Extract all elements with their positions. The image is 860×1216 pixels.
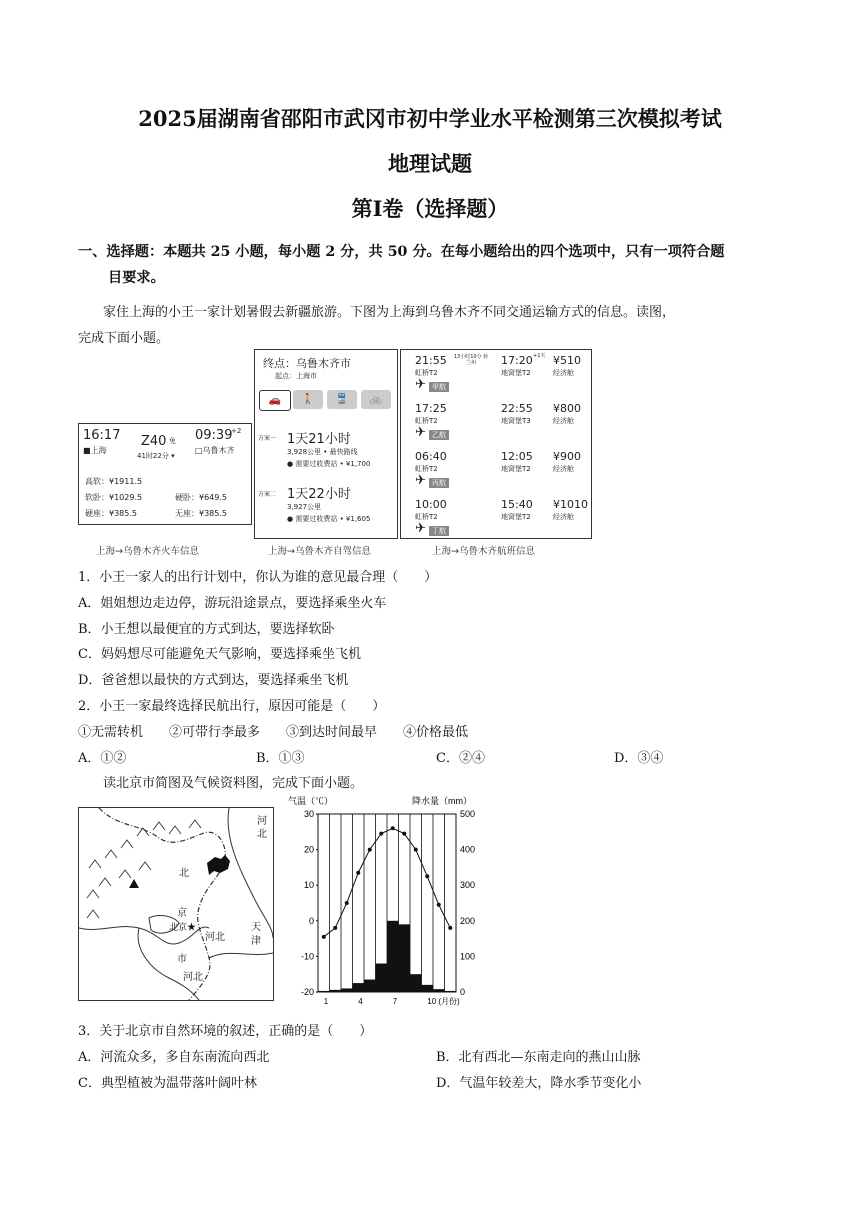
q3-option-b[interactable]: B．北有西北—东南走向的燕山山脉 — [436, 1050, 641, 1065]
flight-arr-airport: 地窝堡T3 — [501, 417, 531, 425]
walk-mode-tab[interactable] — [293, 390, 323, 409]
precip-bar — [330, 990, 342, 992]
flight-arr-time: 22:55 — [501, 402, 533, 415]
airplane-icon: ✈ — [415, 425, 426, 440]
precip-tick-label: 0 — [460, 987, 466, 997]
precip-bar — [422, 985, 434, 992]
precip-bar — [376, 964, 388, 992]
precip-tick-label: 500 — [460, 809, 476, 819]
train-arr-sup: +2 — [231, 427, 242, 435]
flight-price: ¥800 — [553, 402, 581, 415]
fare-wuzuo: 无座：¥385.5 — [175, 509, 227, 518]
intro-2: 读北京市简图及气候资料图，完成下面小题。 — [103, 776, 364, 791]
chevron-down-icon: ▾ — [171, 452, 175, 460]
flight-arr-time: 12:05 — [501, 450, 533, 463]
precip-axis-label: 降水量（mm） — [412, 796, 472, 806]
temp-axis-label: 气温（℃） — [288, 796, 334, 806]
temp-tick-label: -10 — [300, 951, 314, 962]
train-dep-time: 16:17 — [83, 428, 121, 443]
airline-tag: 甲航 — [429, 382, 449, 392]
climate-chart-svg — [280, 792, 502, 1012]
train-arr-time: 09:39 — [195, 428, 233, 443]
temperature-point — [379, 832, 383, 836]
temperature-point — [391, 826, 395, 830]
temp-tick-label: 20 — [303, 844, 314, 855]
flight-info-panel — [400, 349, 592, 539]
fare-gaoruan: 高软：¥1911.5 — [85, 477, 143, 486]
drive-caption: 上海→乌鲁木齐自驾信息 — [268, 546, 371, 557]
flight-dep-airport: 虹桥T2 — [415, 513, 438, 521]
q1-option-c[interactable]: C．妈妈想尽可能避免天气影响，要选择乘坐飞机 — [78, 647, 361, 662]
q3-stem: 3．关于北京市自然环境的叙述，正确的是（ ） — [78, 1024, 373, 1039]
map-label-bei2: 北 — [179, 868, 189, 879]
flight-class: 经济舱 — [553, 417, 574, 425]
month-tick-label: 1 — [323, 997, 329, 1006]
precip-bar — [410, 974, 422, 992]
airline-tag: 丙航 — [429, 478, 449, 488]
flight-dep-airport: 虹桥T2 — [415, 465, 438, 473]
flight-arr-sup: +1天 — [533, 353, 546, 359]
temp-tick-label: 10 — [303, 880, 314, 891]
precip-tick-label: 100 — [460, 951, 476, 962]
flight-arr-airport: 地窝堡T2 — [501, 465, 531, 473]
precip-bar — [341, 988, 353, 992]
plan1-distance: 3,928公里 • 最快路线 — [287, 448, 358, 456]
temperature-point — [345, 901, 349, 905]
airplane-icon: ✈ — [415, 521, 426, 536]
precip-tick-label: 400 — [460, 844, 476, 855]
flight-price: ¥1010 — [553, 498, 588, 511]
map-label-he: 河 — [257, 816, 267, 827]
section-instruction-1: 一、选择题：本题共 25 小题，每小题 2 分，共 50 分。在每小题给出的四个选项中，只有一项符合题 — [78, 244, 725, 260]
precip-bar — [353, 983, 365, 992]
temperature-point — [425, 874, 429, 878]
month-tick-label: 10 (月份) — [427, 997, 460, 1006]
month-tick-label: 7 — [392, 997, 398, 1006]
drive-info-panel — [254, 349, 398, 539]
q3-option-a[interactable]: A．河流众多，多自东南流向西北 — [78, 1050, 270, 1065]
q1-stem: 1．小王一家人的出行计划中，你认为谁的意见最合理（ ） — [78, 570, 438, 585]
precip-tick-label: 200 — [460, 915, 476, 926]
capital-star-icon: ★ — [187, 923, 197, 933]
train-dep-city: ■上海 — [83, 446, 107, 455]
plan2-label: 方案二 — [258, 491, 277, 498]
plan2-time: 1天22小时 — [287, 487, 351, 502]
q2-reasons: ①无需转机 ②可带行李最多 ③到达时间最早 ④价格最低 — [78, 725, 469, 740]
bike-mode-tab[interactable] — [361, 390, 391, 409]
fare-ruanwo: 软卧：¥1029.5 — [85, 493, 143, 502]
drive-destination: 终点：乌鲁木齐市 — [263, 357, 351, 370]
precip-bar — [318, 991, 330, 992]
precip-bar — [433, 989, 445, 992]
map-label-bei: 北 — [257, 829, 267, 840]
flight-dep-airport: 虹桥T2 — [415, 369, 438, 377]
train-mark: 免 — [169, 437, 176, 445]
temperature-point — [414, 848, 418, 852]
airline-tag: 乙航 — [429, 430, 449, 440]
train-info-panel — [78, 423, 252, 525]
flight-dep-time: 10:00 — [415, 498, 447, 511]
flight-class: 经济舱 — [553, 513, 574, 521]
temperature-point — [333, 926, 337, 930]
q3-option-c[interactable]: C．典型植被为温带落叶阔叶林 — [78, 1076, 257, 1091]
precip-bar — [445, 991, 457, 992]
toll-icon: ● — [287, 515, 294, 523]
map-label-jing: 京 — [177, 908, 187, 919]
train-number: Z40 — [141, 434, 167, 449]
fare-yingzuo: 硬座：¥385.5 — [85, 509, 137, 518]
map-label-tian: 天 — [251, 922, 261, 933]
plan2-distance: 3,927公里 — [287, 503, 322, 511]
map-label-hebei2: 河北 — [183, 972, 203, 983]
temp-tick-label: -20 — [300, 987, 314, 997]
temperature-point — [402, 832, 406, 836]
temperature-point — [322, 935, 326, 939]
fare-yingwo: 硬卧：¥649.5 — [175, 493, 227, 502]
flight-arr-time: 15:40 — [501, 498, 533, 511]
airplane-icon: ✈ — [415, 473, 426, 488]
plan1-fee: ● 需要过收费站 • ¥1,700 — [287, 460, 371, 468]
q1-option-b[interactable]: B．小王想以最便宜的方式到达，要选择软卧 — [78, 622, 335, 637]
flight-dep-time: 06:40 — [415, 450, 447, 463]
beijing-map-drawing — [79, 808, 273, 1000]
temp-tick-label: 30 — [303, 809, 314, 819]
temperature-point — [448, 926, 452, 930]
climate-chart — [280, 792, 502, 1012]
airline-tag: 丁航 — [429, 526, 449, 536]
flight-price: ¥900 — [553, 450, 581, 463]
flight-arr-airport: 地窝堡T2 — [501, 369, 531, 377]
map-label-jin: 津 — [251, 936, 261, 947]
train-caption: 上海→乌鲁木齐火车信息 — [96, 546, 199, 557]
q2-stem: 2．小王一家最终选择民航出行，原因可能是（ ） — [78, 699, 386, 714]
section-instruction-2: 目要求。 — [108, 270, 165, 286]
flight-dep-time: 17:25 — [415, 402, 447, 415]
q2-option-a[interactable]: A．①② — [78, 751, 127, 766]
intro-line-1: 家住上海的小王一家计划暑假去新疆旅游。下图为上海到乌鲁木齐不同交通运输方式的信息。读图， — [103, 305, 676, 320]
car-icon: 🚗 — [268, 395, 282, 406]
train-icon: 🚆 — [335, 394, 349, 405]
map-label-beijing: 北京★ — [169, 923, 197, 933]
plan1-time: 1天21小时 — [287, 432, 351, 447]
volume-title: 第Ⅰ卷（选择题） — [351, 196, 509, 221]
transit-mode-tab[interactable] — [327, 390, 357, 409]
exam-title: 2025届湖南省邵阳市武冈市初中学业水平检测第三次模拟考试 — [138, 106, 722, 131]
airplane-icon: ✈ — [415, 377, 426, 392]
flight-arr-time: 17:20 — [501, 354, 533, 367]
flight-price: ¥510 — [553, 354, 581, 367]
bike-icon: 🚲 — [369, 394, 383, 405]
q1-option-a[interactable]: A．姐姐想边走边停，游玩沿途景点，要选择乘坐火车 — [78, 596, 387, 611]
temperature-point — [356, 871, 360, 875]
q2-option-c[interactable]: C．②④ — [436, 751, 485, 766]
train-arr-city: □乌鲁木齐 — [195, 446, 235, 455]
q1-option-d[interactable]: D．爸爸想以最快的方式到达，要选择乘坐飞机 — [78, 673, 349, 688]
q3-option-d[interactable]: D．气温年较差大，降水季节变化小 — [436, 1076, 642, 1091]
beijing-map — [78, 807, 274, 1001]
flight-row[interactable] — [401, 496, 591, 542]
subject-title: 地理试题 — [388, 151, 472, 176]
map-label-hebei: 河北 — [205, 932, 225, 943]
flight-row[interactable] — [401, 448, 591, 494]
flight-class: 经济舱 — [553, 465, 574, 473]
flight-row[interactable] — [401, 400, 591, 446]
plan1-label: 方案一 — [258, 435, 277, 442]
temp-tick-label: 0 — [308, 915, 314, 926]
walk-icon: 🚶 — [301, 394, 315, 405]
toll-icon: ● — [287, 460, 294, 468]
drive-origin: 起点：上海市 — [275, 372, 317, 380]
map-label-shi: 市 — [177, 954, 187, 965]
q2-option-d[interactable]: D．③④ — [614, 751, 664, 766]
precip-bar — [364, 980, 376, 992]
flight-dep-airport: 虹桥T2 — [415, 417, 438, 425]
flight-caption: 上海→乌鲁木齐航班信息 — [432, 546, 535, 557]
precip-tick-label: 300 — [460, 880, 476, 891]
flight-row[interactable] — [401, 352, 591, 398]
flight-dep-time: 21:55 — [415, 354, 447, 367]
train-duration: 41时22分 ▾ — [137, 452, 175, 460]
q2-option-b[interactable]: B．①③ — [256, 751, 305, 766]
flight-class: 经济舱 — [553, 369, 574, 377]
flight-transfer: 13小时10分 转 兰州 — [453, 354, 489, 366]
precip-bar — [387, 921, 399, 992]
precip-bar — [399, 924, 411, 992]
intro-line-2: 完成下面小题。 — [78, 331, 170, 346]
temperature-point — [437, 903, 441, 907]
month-tick-label: 4 — [358, 997, 363, 1006]
flight-arr-airport: 地窝堡T2 — [501, 513, 531, 521]
temperature-point — [368, 848, 372, 852]
plan2-fee: ● 需要过收费站 • ¥1,605 — [287, 515, 371, 523]
car-mode-tab[interactable] — [259, 390, 291, 411]
